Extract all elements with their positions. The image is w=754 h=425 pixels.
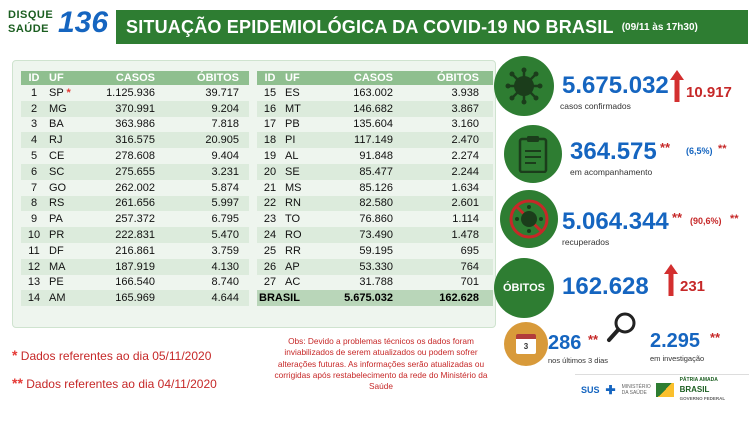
cell-uf-text: AL	[285, 150, 299, 163]
obitos-label: ÓBITOS	[503, 282, 545, 294]
table-row	[257, 259, 493, 275]
cell-casos: 216.861	[115, 244, 155, 257]
ultimos-caption: nos últimos 3 dias	[548, 356, 609, 365]
table-row	[21, 148, 249, 164]
cell-id: 24	[263, 229, 277, 242]
recuperados-value: 5.064.344	[562, 208, 669, 235]
cell-casos: 82.580	[359, 197, 393, 210]
cell-id: 25	[263, 244, 277, 257]
col-casos: CASOS	[115, 72, 155, 84]
calendar-number: 3	[516, 334, 536, 354]
cell-casos: 316.575	[115, 134, 155, 147]
cell-uf	[283, 197, 313, 209]
table-row	[257, 227, 493, 243]
cell-uf-text: ES	[285, 86, 300, 99]
cell-uf-text: RR	[285, 244, 301, 257]
cell-obitos: 4.644	[211, 292, 239, 305]
cell-uf	[283, 150, 313, 162]
cell-id: 16	[263, 102, 277, 115]
recuperados-stars: **	[672, 210, 683, 225]
states-table-panel	[12, 60, 496, 328]
cell-uf	[283, 166, 313, 178]
cell-uf-text: BA	[49, 118, 64, 131]
cell-id: 23	[263, 213, 277, 226]
calendar-icon	[504, 322, 548, 366]
cell-casos: 53.330	[359, 260, 393, 273]
cell-uf	[47, 261, 77, 273]
table-row	[21, 180, 249, 196]
up-arrow-icon	[664, 264, 678, 296]
cell-uf	[283, 103, 313, 115]
col-obitos: ÓBITOS	[197, 72, 239, 84]
table-row	[21, 290, 249, 306]
cell-obitos: 2.470	[451, 134, 479, 147]
cell-casos: 146.682	[353, 102, 393, 115]
cell-obitos: 6.795	[211, 213, 239, 226]
cell-casos: 165.969	[115, 292, 155, 305]
cell-obitos: 3.867	[451, 102, 479, 115]
cell-uf	[47, 150, 77, 162]
col-obitos: ÓBITOS	[437, 72, 479, 84]
cell-obitos: 695	[460, 244, 479, 257]
recuperados-caption: recuperados	[562, 237, 610, 247]
table-row	[21, 132, 249, 148]
cell-casos: 59.195	[359, 244, 393, 257]
confirmados-delta: 10.917	[686, 84, 732, 101]
cell-uf	[47, 166, 77, 178]
cell-uf	[283, 213, 313, 225]
table-row	[21, 164, 249, 180]
investigacao-stars: **	[710, 330, 721, 345]
cell-obitos: 1.634	[451, 181, 479, 194]
confirmados-caption: casos confirmados	[560, 101, 631, 111]
col-id: ID	[264, 72, 276, 84]
cell-id: 26	[263, 260, 277, 273]
plus-icon: ✚	[605, 382, 616, 397]
acompanhamento-pct-stars: **	[718, 143, 727, 155]
cell-uf	[283, 261, 313, 273]
note-1	[12, 347, 211, 363]
table-row	[21, 101, 249, 117]
table-row	[21, 275, 249, 291]
cell-casos: 275.655	[115, 165, 155, 178]
page-title: SITUAÇÃO EPIDEMIOLÓGICA DA COVID-19 NO BRASIL	[126, 16, 614, 37]
logo-number: 136	[58, 6, 109, 39]
table-row	[257, 101, 493, 117]
cell-obitos: 1.478	[451, 229, 479, 242]
table-row	[257, 85, 493, 101]
note-2	[12, 375, 217, 391]
cell-uf	[47, 292, 77, 304]
virus-icon	[494, 56, 554, 116]
recuperados-pct: (90,6%)	[690, 216, 722, 226]
recuperados-pct-stars: **	[730, 213, 739, 225]
cell-casos: 370.991	[115, 102, 155, 115]
cell-uf-text: MA	[49, 260, 66, 273]
col-uf: UF	[285, 72, 300, 84]
cell-casos: 73.490	[359, 229, 393, 242]
cell-id: 20	[263, 165, 277, 178]
cell-uf	[47, 245, 77, 257]
cell-casos: 85.477	[359, 165, 393, 178]
cell-casos: 1.125.936	[106, 86, 155, 99]
cell-uf-text: MT	[285, 102, 301, 115]
table-row	[21, 259, 249, 275]
cell-id: 18	[263, 134, 277, 147]
table-row	[257, 211, 493, 227]
cell-obitos: 5.997	[211, 197, 239, 210]
cell-casos: 85.126	[359, 181, 393, 194]
cell-uf-text: PI	[285, 134, 296, 147]
cell-casos: 262.002	[115, 181, 155, 194]
cell-obitos: 2.244	[451, 165, 479, 178]
cell-uf-text: TO	[285, 213, 301, 226]
cell-uf-text: PA	[49, 213, 63, 226]
cell-uf-text: AM	[49, 292, 66, 305]
cell-uf-text: RO	[285, 229, 302, 242]
cell-id: 22	[263, 197, 277, 210]
ultimos-stars: **	[588, 332, 599, 347]
cell-obitos: 3.938	[451, 86, 479, 99]
cell-uf-text: PE	[49, 276, 64, 289]
cell-id: 4	[30, 134, 38, 147]
obs-note: Obs: Devido a problemas técnicos os dados foram inviabilizados de serem atualizados ou podem sofrer alterações futuras. As informações serão atualizadas ou corrigidas após restabelecimento da rede do Ministério da Saúde	[274, 336, 488, 392]
cell-uf-text: CE	[49, 150, 65, 163]
cell-obitos: 5.470	[211, 229, 239, 242]
cell-casos: 363.986	[115, 118, 155, 131]
clipboard-icon	[504, 125, 562, 183]
cell-uf	[47, 87, 77, 99]
cell-obitos: 1.114	[452, 213, 479, 226]
cell-uf	[47, 103, 77, 115]
logo-line1: DISQUE	[8, 9, 54, 21]
cell-id: 27	[263, 276, 277, 289]
obitos-delta: 231	[680, 278, 706, 295]
cell-uf-text: DF	[49, 244, 64, 257]
cell-obitos: 9.404	[211, 150, 239, 163]
cell-id: 9	[30, 213, 38, 226]
cell-id: 15	[263, 86, 277, 99]
table-row	[21, 117, 249, 133]
investigacao-value: 2.295	[650, 330, 701, 352]
table-row	[257, 243, 493, 259]
cell-id: 1	[30, 86, 38, 99]
sus-logo: SUS	[581, 384, 600, 395]
obitos-badge	[494, 258, 554, 318]
table-row	[257, 180, 493, 196]
cell-obitos: 39.717	[205, 86, 239, 99]
cell-obitos: 8.740	[211, 276, 239, 289]
cell-uf-text: MG	[49, 102, 67, 115]
footer-logos	[575, 374, 749, 404]
table-header	[21, 71, 249, 85]
cell-obitos: 5.874	[211, 181, 239, 194]
total-label: BRASIL	[259, 292, 300, 305]
cell-casos: 166.540	[115, 276, 155, 289]
table-row	[257, 117, 493, 133]
cell-uf	[283, 182, 313, 194]
cell-casos: 222.831	[115, 229, 155, 242]
col-casos: CASOS	[353, 72, 393, 84]
cell-uf	[47, 197, 77, 209]
cell-id: 21	[263, 181, 277, 194]
total-obitos: 162.628	[439, 292, 479, 305]
cell-obitos: 7.818	[211, 118, 239, 131]
table-row	[257, 164, 493, 180]
ultimos-value: 286	[548, 332, 582, 354]
cell-uf	[47, 213, 77, 225]
flag-icon	[656, 383, 674, 397]
cell-id: 6	[30, 165, 38, 178]
total-row	[257, 290, 493, 306]
cell-obitos: 764	[460, 260, 479, 273]
cell-uf	[283, 229, 313, 241]
col-uf: UF	[49, 72, 64, 84]
disque-saude-logo	[8, 6, 112, 42]
table-row	[21, 85, 249, 101]
cell-casos: 278.608	[115, 150, 155, 163]
cell-casos: 117.149	[354, 134, 393, 147]
cell-uf	[47, 134, 77, 146]
cell-casos: 257.372	[115, 213, 155, 226]
cell-id: 11	[28, 244, 40, 257]
recovered-virus-icon	[500, 190, 558, 248]
cell-id: 17	[263, 118, 277, 131]
note-2-text: Dados referentes ao dia 04/11/2020	[26, 377, 217, 391]
cell-uf	[283, 245, 313, 257]
col-id: ID	[28, 72, 40, 84]
cell-id: 19	[263, 150, 277, 163]
up-arrow-icon	[670, 70, 684, 102]
cell-uf	[47, 118, 77, 130]
cell-uf	[47, 182, 77, 194]
cell-casos: 91.848	[359, 150, 393, 163]
cell-id: 12	[27, 260, 41, 273]
cell-obitos: 3.160	[451, 118, 479, 131]
cell-obitos: 701	[460, 276, 479, 289]
cell-casos: 163.002	[353, 86, 393, 99]
table-row	[21, 243, 249, 259]
table-row	[21, 227, 249, 243]
cell-obitos: 3.759	[211, 244, 239, 257]
cell-obitos: 2.274	[451, 150, 479, 163]
investigacao-caption: em investigação	[650, 354, 705, 363]
acompanhamento-pct: (6,5%)	[686, 146, 713, 156]
cell-uf-text: RN	[285, 197, 301, 210]
cell-id: 7	[30, 181, 38, 194]
cell-uf-text: RJ	[49, 134, 63, 147]
acompanhamento-stars: **	[660, 140, 671, 155]
cell-uf-text: SC	[49, 165, 65, 178]
cell-obitos: 20.905	[205, 134, 239, 147]
cell-casos: 187.919	[115, 260, 155, 273]
cell-id: 10	[27, 229, 41, 242]
confirmados-value: 5.675.032	[562, 72, 669, 99]
cell-uf-text: PB	[285, 118, 300, 131]
cell-id: 5	[30, 150, 38, 163]
cell-uf	[283, 276, 313, 288]
acompanhamento-caption: em acompanhamento	[570, 167, 653, 177]
table-row	[21, 211, 249, 227]
cell-id: 14	[27, 292, 41, 305]
cell-obitos: 9.204	[211, 102, 239, 115]
table-row	[257, 132, 493, 148]
governo-logo	[680, 376, 726, 403]
note-2-marker: **	[12, 375, 23, 391]
table-header	[257, 71, 493, 85]
cell-id: 3	[30, 118, 38, 131]
obitos-value: 162.628	[562, 273, 649, 300]
magnifier-icon	[606, 310, 640, 344]
acompanhamento-value: 364.575	[570, 138, 657, 165]
cell-uf-text: AP	[285, 260, 300, 273]
title-bar	[116, 10, 748, 44]
table-row	[257, 148, 493, 164]
cell-star: *	[66, 86, 71, 99]
cell-uf	[283, 118, 313, 130]
governo-line: GOVERNO FEDERAL	[679, 396, 726, 401]
ministerio-logo: MINISTÉRIO DA SAÚDE	[621, 383, 651, 396]
cell-uf-text: PR	[49, 229, 65, 242]
report-date: (09/11 às 17h30)	[621, 21, 698, 33]
cell-id: 13	[27, 276, 41, 289]
total-casos: 5.675.032	[344, 292, 393, 305]
table-row	[257, 275, 493, 291]
cell-casos: 31.788	[359, 276, 393, 289]
cell-obitos: 2.601	[451, 197, 479, 210]
cell-uf-text: MS	[285, 181, 302, 194]
logo-line2: SAÚDE	[8, 23, 50, 35]
cell-uf-text: SP	[49, 86, 64, 99]
cell-uf-text: RS	[49, 197, 65, 210]
cell-uf-text: GO	[49, 181, 67, 194]
cell-uf	[47, 276, 77, 288]
cell-obitos: 4.130	[211, 260, 239, 273]
note-1-text: Dados referentes ao dia 05/11/2020	[20, 349, 212, 363]
table-row	[21, 196, 249, 212]
cell-casos: 261.656	[115, 197, 155, 210]
cell-uf-text: SE	[285, 165, 300, 178]
table-row	[257, 196, 493, 212]
cell-uf	[283, 87, 313, 99]
note-1-marker: *	[12, 347, 18, 363]
states-table-left	[21, 71, 249, 306]
cell-id: 8	[30, 197, 38, 210]
cell-id: 2	[30, 102, 38, 115]
cell-uf-text: AC	[285, 276, 301, 289]
states-table-right	[257, 71, 493, 306]
cell-casos: 76.860	[359, 213, 393, 226]
patria-line2: BRASIL	[679, 385, 710, 394]
cell-casos: 135.604	[353, 118, 393, 131]
cell-uf	[47, 229, 77, 241]
cell-obitos: 3.231	[211, 165, 239, 178]
patria-line1: PÁTRIA AMADA	[679, 377, 718, 383]
cell-uf	[283, 134, 313, 146]
